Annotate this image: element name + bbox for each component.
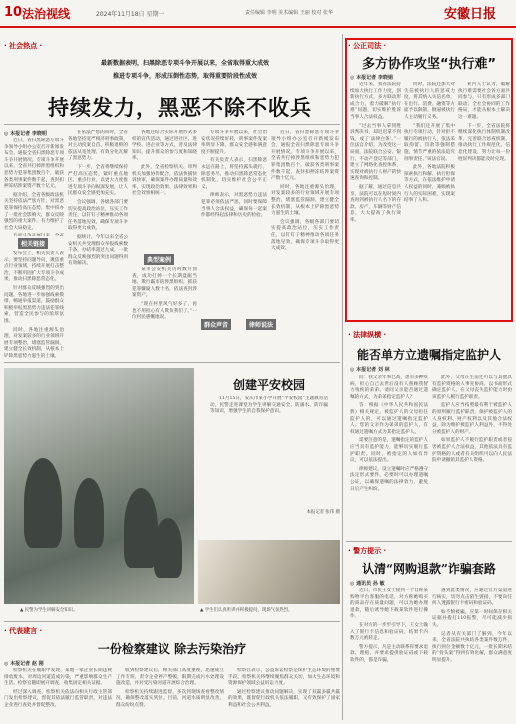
divider [4,124,340,125]
paragraph: 近年来，我省法院持续加大执行工作力度，创新执行方式，多方联动形成合力，着力破解“执行难”问题，切实维护胜诉当事人合法权益。 [350,82,401,120]
paragraph: 监护人应当按照最有利于被监护人的原则履行监护职责，保护被监护人的人身权利、财产权利以及其他合法权益，除为维护被监护人利益外，不得处分被监护人的财产。 [432,403,512,435]
paragraph: 在对方的一步步引导下，王女士输入了银行卡信息和验证码，结果卡内数万元被转走。 [350,622,428,642]
page-number: 10 [4,5,23,20]
photo-credit: 本报记者 张伟 摄 [306,510,340,515]
news-photo [4,368,194,604]
article-column [458,82,510,318]
byline: ◎ 本报记者 赵 刚 [4,661,44,667]
paragraph: 11月15日，安庆市某小学开展“平安校园”主题教育活动，民警走进课堂为学生讲解交通安全、防溺水、防诈骗等知识，增强学生的自我保护意识。 [210,396,328,415]
paragraph: 在依法严惩的同时，全省各地坚持宽严相济刑事政策，对主动投案自首、积极退赃的依法从宽处理，有效分化瓦解了黑恶势力。 [68,130,128,162]
article-column [228,668,340,720]
paragraph: 针对群众反映强烈的突出问题，各地进一步加强线索摸排，畅通举报渠道，鼓励群众积极举报黑恶势力违法犯罪线索，营造全民参与的浓厚氛围。 [4,285,64,324]
headline: 认清“网购退款”诈骗套路 [362,562,496,576]
paragraph: 遇到此类情况，应通过官方渠道进行核实，切勿点击陌生链接，不要向任何人透露银行卡密码和验证码。 [432,588,512,607]
masthead [0,0,516,28]
paragraph: 近日，市民王女士接到一个自称某购物平台客服的电话，对方称她购买的商品存在质量问题，可以为她办理退款，随后诱导她下载某软件进行操作。 [350,588,428,620]
article-column [68,130,128,356]
article-column [350,375,428,535]
paragraph: 业内人士认为，破解执行难需要社会各方面共同参与，只有形成多部门联动、全社会协同的工作格局，才能从根本上解决这一难题。 [458,82,510,120]
editors-line: 责任编辑 李明 美术编辑 王丽 校对 张华 [245,10,333,16]
box-label: 律师说法 [246,319,276,330]
paragraph: 同时，各地注重源头治理，对发案较多的行业领域开展专项整治，堵塞监管漏洞，建立健全长效机制，从根本上铲除黑恶势力滋生的土壤。 [271,184,339,217]
article-column [271,130,339,356]
photo-caption: ▲ 学生们认真听讲并积极提问，现场气氛热烈。 [200,608,293,613]
paragraph: 各地还结合实际开展形式多样的宣传活动，通过进社区、进学校、进企业等方式，普及法律知识，提升群众的参与度和知晓率。 [132,130,197,162]
section-tag: · 代表建言 · [4,627,43,635]
paragraph: 此外，全省检察机关、审判机关加强协作配合，依法快捕快诉快审，确保案件办理质量和效率，实现政治效果、法律效果和社会效果相统一。 [132,164,197,197]
paragraph: 需要注意的是，遗嘱指定的监护人应当具有监护能力，能够切实履行监护职责。同时，被指定的人如有异议，可以依法提出。 [350,438,428,464]
divider [4,621,340,622]
article-column [132,130,197,226]
paragraph: 专项斗争开展以来，社会治安状况持续好转，刑事案件发案率明显下降，群众安全感和满意度不断提升。 [201,130,267,155]
section-tag: · 公正司法 · [348,42,387,50]
byline: ◎ 本报记者 李晓明 [4,131,47,137]
byline: ◎ 通讯员 孙 敏 [350,581,385,587]
paragraph: 同时，法院还加大对失信被执行人的惩戒力度，将其纳入失信名单，在出行、消费、融资等方面予以限制，倒逼被执行人主动履行义务。 [404,82,455,120]
paragraph: 据介绍，全省各级政法机关坚持依法严惩方针，对黑恶犯罪保持高压态势，集中侦办了一批社会影响大、群众反映强烈的重大案件，有力维护了社会大局稳定。 [4,192,64,231]
paragraph: 律师表示，对黑恶势力违法犯罪必须依法严惩，同时要保障当事人合法权益，确保每一起案件都经得起法律和历史的检验。 [201,193,267,219]
paragraph: 下一步，全省法院将继续深化执行体制机制改革，完善联合惩戒机制，推动执行工作规范化、信息化建设，努力让每一份胜诉判决都能及时兑现。 [458,123,510,162]
paragraph: 通过检察建议推动问题解决，实现了双赢多赢共赢的效果，既督促行政机关依法履职，又有效保护了国家利益和社会公共利益。 [228,689,340,708]
paragraph: 同时，各地注重源头治理，对发案较多的行业领域开展专项整治，堵塞监管漏洞，建立健全长效机制，从根本上铲除黑恶势力滋生的土壤。 [4,327,64,359]
article-column [350,82,401,318]
section-title: 法治视线 [22,7,71,21]
paragraph: 据统计，今年以来全省公安机关共受理群众举报线索数千条，办结率超过九成，一批群众反映强烈的突出问题得到有效解决。 [68,234,128,267]
article-column [4,251,64,363]
paragraph: 问：我父亲年事已高，患有多种疾病，担心自己去世后没有人照顾我智力残疾的弟弟。请问父亲能否通过遗嘱的方式，为弟弟指定监护人？ [350,375,428,400]
photo-figure [124,488,158,568]
paragraph: “我们还开展了集中执行专项行动，针对拒不履行的被执行人，依法采取拘留、罚款等强制措施，情节严重的依法追究刑事责任。”该法官说。 [404,123,455,162]
box-label: 群众声音 [201,319,231,330]
paragraph: 如果监护人不履行监护职责或者侵害被监护人合法权益，其他依法具有监护资格的人或者有关组织可以向人民法院申请撤销其监护人资格。 [432,438,512,464]
paragraph: 近日，省扫黑除恶专项斗争领导小组办公室召开新闻发布会，通报全省扫黑除恶专项斗争开展情况。专项斗争开展以来，全省共打掉涉黑组织和恶势力犯罪集团数百个，破获各类刑事案件数千起，查封扣押冻结涉案资产数十亿元。 [4,138,64,190]
photo-figure [154,518,182,578]
paragraph: 答：根据《中华人民共和国民法典》相关规定，被监护人的父母担任监护人的，可以通过遗嘱指定监护人。您的父亲作为弟弟的监护人，有权通过遗嘱方式为其指定监护人。 [350,403,428,435]
paragraph: 检察机关在履职中发现，某地一家企业长期违规排放废水，对周边河道造成污染，严重影响群众生产生活。检察官随即展开调查，收集固定相关证据。 [4,668,112,687]
paragraph: 律师建议，设立遗嘱时应严格遵守法定形式要件，必要时可以办理遗嘱公证，以确保遗嘱的法律效力，避免日后产生纠纷。 [350,466,428,492]
photo-story-text [210,396,328,506]
paragraph: 收到检察建议后，相关部门高度重视，迅速成立工作专班，责令企业停产整顿，限期完成污水处理设施改造，并对受污染河道开展综合治理。 [116,668,224,687]
article-column [432,588,512,720]
headline: 能否单方立遗嘱指定监护人 [356,348,501,362]
article-column [201,130,267,300]
subheadline: 最新数据表明，扫黑除恶专项斗争开展以来，全省取得重大成效 [100,60,269,67]
paragraph: 记者从有关部门了解到，今年以来，全省法院共执结各类案件数万件，执行到位金额数十亿元，一批长期未结的“骨头案”得到有效化解，群众满意度明显提升。 [432,631,512,663]
paragraph: “现在村里风气好多了，再也不用担心有人欺负我们了。”一位村民感慨地说。 [132,301,197,321]
photo-caption: ▲ 民警为学生讲解安全知识。 [20,608,78,613]
paragraph: 检察官表示，公益诉讼检察是保护生态环境的重要手段。检察机关将继续聚焦群众关切，加大生态环境和资源保护领域公益诉讼力度。 [228,668,340,687]
paragraph [4,234,64,236]
photo-figure [24,458,62,548]
paragraph: 此外，父母在生前还可以与其他具有监护资格的人事先协商，以书面形式确定监护人，在父母丧失监护能力时由该监护人履行监护职责。 [432,375,512,400]
photo-figure [74,478,104,548]
paragraph: 会议强调，各级各部门要切实提高政治站位，压实工作责任，以钉钉子精神推动各项任务落地见效，确保专项斗争取得更大成效。 [68,199,128,232]
paragraph: 警方提示，凡是主动联系你要求退款、理赔，并要求提供验证码或下载软件的，都是诈骗。 [350,644,428,663]
paragraph: 如不慎被骗，应第一时间保存相关证据并拨打110报警，尽可能减少损失。 [432,609,512,628]
section-tag: · 法律纵横 · [348,331,387,339]
paragraph: 据了解，通过信息共享，法院可以在短时间内查询到被执行人名下的存款、房产、车辆等财产信息，大大提高了执行效率。 [350,184,401,223]
box-label: 典型案例 [144,254,174,265]
column-divider [342,34,343,720]
section-tag: · 警方提示 · [348,547,387,555]
paragraph: 某市公安机关历时数月侦查，成功打掉一个长期盘踞当地、欺行霸市的涉黑组织，抓获犯罪嫌疑人数十名，依法查封涉案资产。 [132,267,197,299]
section-tag: · 社会热点 · [4,42,43,50]
paragraph: 检察机关持续跟进监督，多次到现场查看整改情况，确保整改落实到位。目前，河道水质明显改善，群众纷纷点赞。 [116,689,224,708]
newspaper-logo: 安徽日报 [444,7,497,22]
photo-story-headline: 创建平安校园 [232,378,305,392]
article-column [4,668,112,720]
paragraph: 有关负责人表示，扫黑除恶永远在路上，将坚持露头就打、除恶务尽，推动扫黑除恶常态化机制化，切实维护社会公平正义。 [201,158,267,190]
byline: ◎ 本报记者 李晓娟 [350,75,393,81]
headline: 持续发力，黑恶不除不收兵 [48,96,312,120]
box-text [132,267,197,357]
paragraph: 下一步，全省将继续保持严打高压态势，紧盯重点地区、重点行业，以更大力度推进专项斗争向纵深发展，让人民群众安全感更加充实。 [68,164,128,197]
dateline: 2024年11月18日 星期一 [96,11,165,18]
article-column [432,375,512,535]
feature-headline: 多方协作攻坚“执行难” [361,57,497,72]
byline: ◎ 本报记者 刘 林 [350,367,390,373]
article-column [4,138,64,236]
subheadline: 推进专项斗争，形成压倒性态势，取得重要阶段性成效 [112,73,257,80]
paragraph: 发布会上，相关负责人表示，要坚持问题导向，聚焦重点行业领域，持续开展打击整治，不断巩固扩大专项斗争成果，推动扫黑除恶常态化。 [4,251,64,283]
article-column [350,588,428,720]
paragraph: 经过深入调查，检察机关依法向相关行政主管部门发出检察建议，督促其依法履行监管职责，对违法企业进行查处并督促整改。 [4,689,112,708]
paragraph: 此外，各地法院积极探索执行和解、执行担保等方式，在依法维护申请人权益的同时，兼顾被执行人的实际困难，实现案结事了人和。 [404,165,455,204]
paragraph: 近日，省扫黑除恶专项斗争领导小组办公室召开新闻发布会，通报全省扫黑除恶专项斗争开展情况。专项斗争开展以来，全省共打掉涉黑组织和恶势力犯罪集团数百个，破获各类刑事案件数千起，查封扣押冻结涉案资产数十亿元。 [271,130,339,182]
paragraph: “过去当事人拿到胜诉判决书，却迟迟拿不到钱，成了‘法律白条’。”一位法官介绍，为改变这一局面，法院联合公安、银行、不动产登记等部门，建立了网络化查控体系，实现对被执行人财产的快速查询和控制。 [350,123,401,182]
paragraph: 会议强调，各级各部门要切实提高政治站位，压实工作责任，以钉钉子精神推动各项任务落地见效，确保专项斗争取得更大成效。 [271,219,339,252]
article-column [404,82,455,318]
article-column [116,668,224,720]
divider [4,362,340,363]
headline: 一份检察建议 除去污染治疗 [97,642,247,656]
sidebar-label: 相关链接 [18,238,48,249]
divider [346,541,512,542]
news-photo-small [198,540,340,604]
